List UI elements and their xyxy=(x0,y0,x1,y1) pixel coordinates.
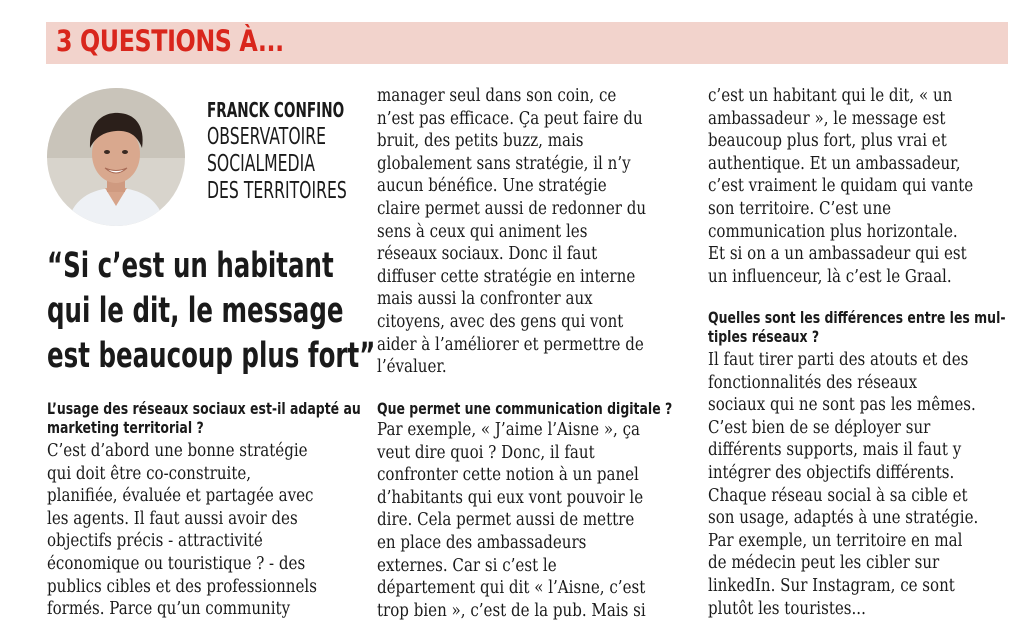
text-line: formés. Parce qu’un community xyxy=(47,599,291,620)
text-line: qui doit être co-construite, xyxy=(47,463,252,484)
text-line: son usage, adaptés à une stratégie. xyxy=(708,508,979,529)
text-line: Par exemple, « J’aime l’Aisne », ça xyxy=(377,420,641,440)
text-line: veut dire quoi ? Donc, il faut xyxy=(377,442,595,463)
text-line: c’est vraiment le quidam qui vante xyxy=(708,176,974,197)
text-line: intégrer des objectifs différents. xyxy=(708,462,955,483)
text-line: les agents. Il faut aussi avoir des xyxy=(47,508,298,529)
text-line: aucun bénéfice. Une stratégie xyxy=(377,176,607,197)
text-line: dire. Cela permet aussi de mettre xyxy=(377,510,635,531)
byline xyxy=(207,97,347,205)
person-portrait-icon xyxy=(47,88,185,226)
question-line: Que permet une communication digitale ? xyxy=(377,399,673,418)
text-line: authentique. Et un ambassadeur, xyxy=(708,153,961,174)
text-line: l’évaluer. xyxy=(377,357,447,378)
text-line: Chaque réseau social à sa cible et xyxy=(708,485,968,506)
text-line: claire permet aussi de redonner du xyxy=(377,198,647,219)
text-line: un influenceur, là c’est le Graal. xyxy=(708,266,952,287)
question-heading xyxy=(377,399,672,418)
text-line: trop bien », c’est de la pub. Mais si xyxy=(377,600,646,621)
text-line: d’habitants qui eux vont pouvoir le xyxy=(377,487,644,508)
text-line: n’est pas efficace. Ça peut faire du xyxy=(377,108,643,129)
pull-quote-line: est beaucoup plus fort” xyxy=(47,336,376,376)
text-line: sens à ceux qui animent les xyxy=(377,221,588,242)
text-line: c’est un habitant qui le dit, « un xyxy=(708,86,953,106)
text-line: réseaux sociaux. Donc il faut xyxy=(377,244,598,265)
text-line: département qui dit « l’Aisne, c’est xyxy=(377,578,646,599)
section-banner xyxy=(46,22,1008,64)
text-line: citoyens, avec des gens qui vont xyxy=(377,311,624,332)
organization-line: OBSERVATOIRE xyxy=(207,124,326,150)
answer-text xyxy=(377,419,646,622)
text-line: beaucoup plus fort, plus vrai et xyxy=(708,131,947,152)
organization-line: DES TERRITOIRES xyxy=(207,178,347,204)
answer-text xyxy=(377,85,646,379)
answer-text xyxy=(708,349,978,620)
text-line: mais aussi la confronter aux xyxy=(377,289,593,310)
question-line: L’usage des réseaux sociaux est-il adapté au xyxy=(47,399,361,418)
pull-quote-line: “Si c’est un habitant xyxy=(47,246,334,286)
text-line: objectifs précis - attractivité xyxy=(47,531,263,552)
text-line: Et si on a un ambassadeur qui est xyxy=(708,244,967,265)
text-line: en place des ambassadeurs xyxy=(377,532,587,553)
text-line: bruit, des petits buzz, mais xyxy=(377,131,584,152)
text-line: confronter cette notion à un panel xyxy=(377,465,639,486)
text-line: aider à l’améliorer et permettre de xyxy=(377,334,644,355)
pull-quote-line: qui le dit, le message xyxy=(47,291,344,331)
pull-quote xyxy=(47,244,375,379)
text-line: son territoire. C’est une xyxy=(708,198,892,219)
answer-text xyxy=(708,85,973,288)
text-line: sociaux qui ne sont pas les mêmes. xyxy=(708,395,976,416)
text-line: manager seul dans son coin, ce xyxy=(377,86,617,106)
question-heading xyxy=(708,308,1006,346)
answer-text xyxy=(47,440,317,621)
text-line: globalement sans stratégie, il n’y xyxy=(377,153,631,174)
text-line: plutôt les touristes... xyxy=(708,598,866,619)
text-line: ambassadeur », le message est xyxy=(708,108,946,129)
section-title: 3 QUESTIONS À... xyxy=(56,24,284,58)
text-line: communication plus horizontale. xyxy=(708,221,958,242)
text-line: C’est d’abord une bonne stratégie xyxy=(47,441,308,461)
text-line: publics cibles et des professionnels xyxy=(47,576,317,597)
question-line: tiples réseaux ? xyxy=(708,327,820,346)
text-line: économique ou touristique ? - des xyxy=(47,553,306,574)
organization-line: SOCIALMEDIA xyxy=(207,151,315,177)
text-line: différents supports, mais il faut y xyxy=(708,440,962,461)
portrait-photo xyxy=(47,88,185,226)
question-line: marketing territorial ? xyxy=(47,418,204,437)
text-line: externes. Car si c’est le xyxy=(377,555,557,576)
text-line: Par exemple, un territoire en mal xyxy=(708,530,963,551)
text-line: fonctionnalités des réseaux xyxy=(708,372,918,393)
text-line: planifiée, évaluée et partagée avec xyxy=(47,486,314,507)
text-line: Il faut tirer parti des atouts et des xyxy=(708,350,969,370)
interviewee-name: FRANCK CONFINO xyxy=(207,98,345,122)
text-line: diffuser cette stratégie en interne xyxy=(377,266,636,287)
text-line: de médecin peut les cibler sur xyxy=(708,553,940,574)
text-line: linkedIn. Sur Instagram, ce sont xyxy=(708,575,955,596)
question-heading xyxy=(47,399,361,437)
text-line: C’est bien de se déployer sur xyxy=(708,417,931,438)
question-line: Quelles sont les différences entre les mul- xyxy=(708,308,1006,327)
